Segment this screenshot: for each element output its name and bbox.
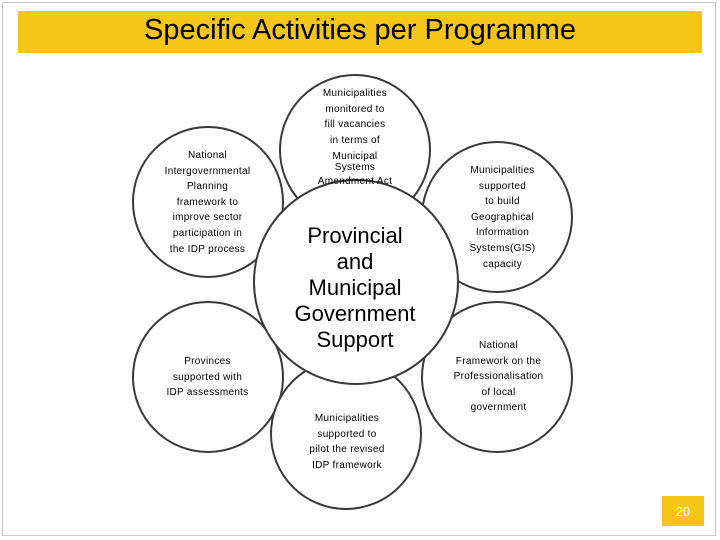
text-bottom: Municipalities supported to pilot the revised IDP framework [309,413,385,471]
page-number-badge [662,496,704,526]
slide-title: Specific Activities per Programme [144,14,576,46]
text-upper-left: National Intergovernmental Planning framework to improve sector participation in the IDP process [164,150,251,255]
text-lower-right: National Framework on the Professionalisation of local government [453,340,544,414]
page-number: 20 [675,503,691,519]
text-upper-right: Municipalities supported to build Geographical Information Systems(GIS) capacity [469,165,536,270]
text-lower-left: Provinces supported with IDP assessments [166,356,249,399]
center-label: Provincial and Municipal Government Support [294,223,416,352]
text-top: Municipalities monitored to fill vacancies in terms of Municipal Systems Amendment Act [317,88,393,188]
